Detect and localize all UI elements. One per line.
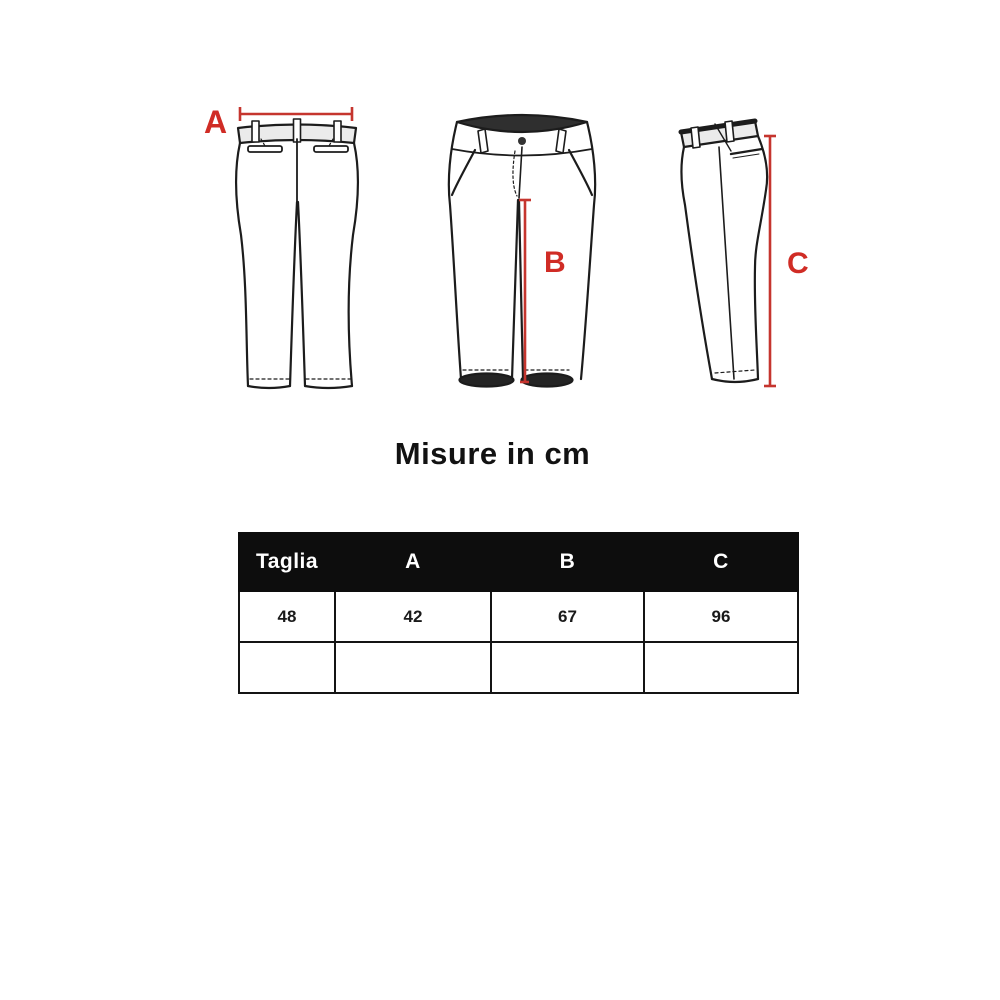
back-outline-right [349,143,358,386]
front-waistband-inner [457,115,587,132]
front-belt-loop-right [556,129,566,153]
measurement-label-a: A [204,104,228,140]
front-outline-left [449,122,461,379]
back-inner-right [298,202,305,386]
side-outline-front [681,147,712,379]
cell-empty-3 [491,642,644,693]
measurement-line-c [764,136,776,386]
cell-a-42: 42 [335,591,491,642]
side-belt-loop-left [691,127,700,148]
pants-side-view-diagram [655,95,820,405]
cell-taglia-48: 48 [239,591,335,642]
front-hem-right [522,374,573,387]
back-pocket-left [248,146,282,152]
header-c: C [644,533,798,591]
measurement-label-c: C [787,247,809,280]
front-belt-loop-left [478,129,488,153]
cell-empty-4 [644,642,798,693]
back-outline-left [236,143,248,386]
side-pocket-slit [731,149,762,154]
back-belt-loop-left [252,121,259,142]
cell-b-67: 67 [491,591,644,642]
front-outline-right [581,122,595,379]
back-pocket-right [314,146,348,152]
front-inner-right [519,200,523,379]
pants-front-view-diagram [430,95,615,405]
pants-back-view-diagram [198,93,380,405]
back-hem-left [248,386,290,388]
front-inner-left [512,200,518,379]
front-pocket-left [452,150,475,195]
size-row-48 [239,591,798,642]
cell-c-96: 96 [644,591,798,642]
side-outline-back [755,136,767,379]
measurement-label-b: B [544,246,566,279]
front-hem-left [460,374,514,387]
cell-empty-2 [335,642,491,693]
size-table [238,532,799,694]
back-belt-loop-right [334,121,341,142]
header-a: A [335,533,491,591]
side-crease-line [719,147,734,379]
front-button [518,137,526,145]
size-row-empty [239,642,798,693]
header-taglia: Taglia [239,533,335,591]
front-fly-stitch [513,151,517,196]
back-hem-right [305,386,352,388]
front-pocket-right [569,150,592,195]
page-title: Misure in cm [394,436,591,471]
side-hem [712,379,758,382]
side-belt-loop-right [725,121,734,142]
header-b: B [491,533,644,591]
size-table-header-row [239,533,798,591]
cell-empty-1 [239,642,335,693]
side-hem-stitch [715,370,755,373]
back-inner-left [290,202,297,386]
side-pocket-slit-underline [733,154,759,158]
